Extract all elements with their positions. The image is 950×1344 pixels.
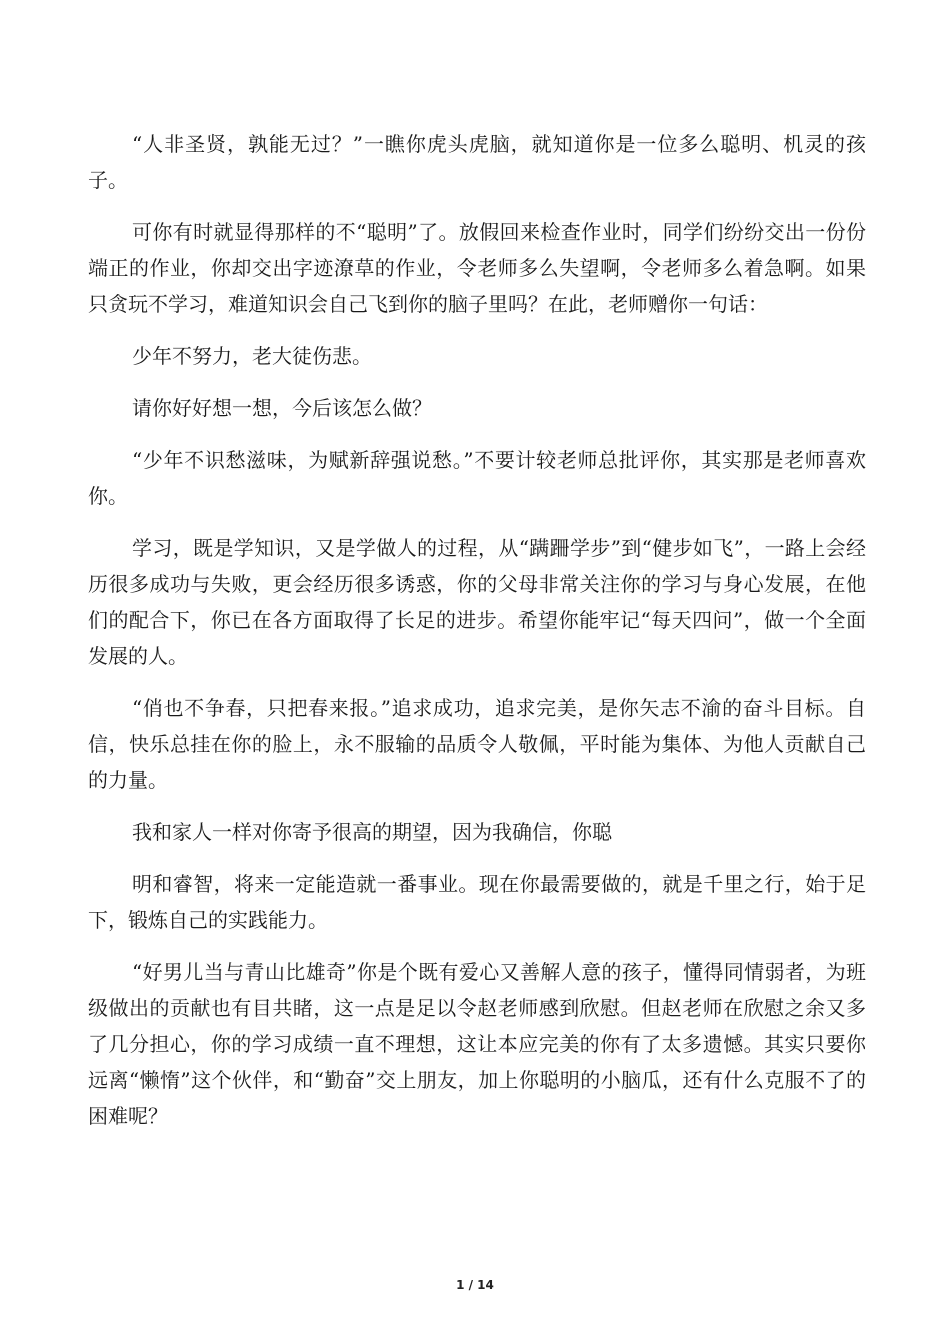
paragraph-5: “少年不识愁滋味，为赋新辞强说愁。”不要计较老师总批评你，其实那是老师喜欢你。 <box>88 448 866 508</box>
paragraph-4: 请你好好想一想，今后该怎么做？ <box>132 396 432 420</box>
paragraph-1: “人非圣贤，孰能无过？”一瞧你虎头虎脑，就知道你是一位多么聪明、机灵的孩子。 <box>88 132 866 192</box>
paragraph-6: 学习，既是学知识，又是学做人的过程，从“蹒跚学步”到“健步如飞”，一路上会经历很多成功与失败，更会经历很多诱惑，你的父母非常关注你的学习与身心发展，在他们的配合下，你已在各方面取得了长足的进步。希望你能牢记“每天四问”，做一个全面发展的人。 <box>88 536 866 668</box>
paragraph-2: 可你有时就显得那样的不“聪明”了。放假回来检查作业时，同学们纷纷交出一份份端正的作业，你却交出字迹潦草的作业，令老师多么失望啊，令老师多么着急啊。如果只贪玩不学习，难道知识会自己飞到你的脑子里吗？在此，老师赠你一句话： <box>88 220 866 316</box>
paragraph-10: “好男儿当与青山比雄奇”你是个既有爱心又善解人意的孩子，懂得同情弱者，为班级做出的贡献也有目共睹，这一点是足以令赵老师感到欣慰。但赵老师在欣慰之余又多了几分担心，你的学习成绩一直不理想，这让本应完美的你有了太多遗憾。其实只要你远离“懒惰”这个伙伴，和“勤奋”交上朋友，加上你聪明的小脑瓜，还有什么克服不了的困难呢？ <box>88 960 866 1128</box>
paragraph-7: “俏也不争春，只把春来报。”追求成功，追求完美，是你矢志不渝的奋斗目标。自信，快乐总挂在你的脸上，永不服输的品质令人敬佩，平时能为集体、为他人贡献自己的力量。 <box>88 696 866 792</box>
document-body <box>88 126 866 1150</box>
paragraph-3: 少年不努力，老大徒伤悲。 <box>132 344 372 368</box>
paragraph-9: 明和睿智，将来一定能造就一番事业。现在你最需要做的，就是千里之行，始于足下，锻炼自己的实践能力。 <box>88 872 866 932</box>
page-indicator: 1 / 14 <box>456 1278 494 1292</box>
paragraph-8: 我和家人一样对你寄予很高的期望，因为我确信，你聪 <box>132 820 612 844</box>
